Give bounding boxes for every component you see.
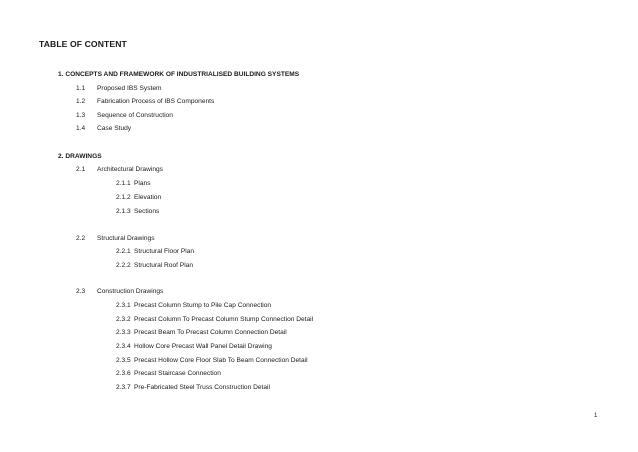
section-heading-1: 1. CONCEPTS AND FRAMEWORK OF INDUSTRIALISED BUILDING SYSTEMS xyxy=(58,71,300,78)
entry-label: Precast Column To Precast Column Stump Connection Detail xyxy=(134,316,314,323)
entry-number: 2.3.4 xyxy=(116,343,131,350)
page-title: TABLE OF CONTENT xyxy=(39,39,127,49)
entry-number: 2.2.2 xyxy=(116,262,131,269)
group-number: 2.1 xyxy=(76,166,86,173)
entry-number: 2.3.7 xyxy=(116,384,131,391)
entry-label: Hollow Core Precast Wall Panel Detail Drawing xyxy=(134,343,272,350)
entry-number: 2.2.1 xyxy=(116,248,131,255)
entry-label: Case Study xyxy=(97,125,132,132)
entry-number: 1.1 xyxy=(76,85,86,92)
group-number: 2.3 xyxy=(76,288,86,295)
entry-number: 2.3.6 xyxy=(116,370,131,377)
entry-label: Sections xyxy=(134,208,160,215)
entry-number: 2.3.1 xyxy=(116,302,131,309)
entry-label: Pre-Fabricated Steel Truss Construction Detail xyxy=(134,384,270,391)
entry-number: 2.3.2 xyxy=(116,316,131,323)
entry-label: Elevation xyxy=(134,194,162,201)
entry-label: Precast Staircase Connection xyxy=(134,370,221,377)
entry-number: 2.3.3 xyxy=(116,329,131,336)
group-label: Architectural Drawings xyxy=(97,166,163,173)
entry-label: Precast Beam To Precast Column Connection Detail xyxy=(134,329,287,336)
entry-label: Precast Column Stump to Pile Cap Connection xyxy=(134,302,272,309)
entry-number: 2.1.2 xyxy=(116,194,131,201)
entry-number: 1.4 xyxy=(76,125,86,132)
page-number: 1 xyxy=(594,413,598,419)
group-label: Construction Drawings xyxy=(97,288,164,295)
group-label: Structural Drawings xyxy=(97,235,155,242)
entry-label: Sequence of Construction xyxy=(97,112,173,119)
entry-label: Precast Hollow Core Floor Slab To Beam Connection Detail xyxy=(134,357,308,364)
entry-label: Structural Floor Plan xyxy=(134,248,195,255)
entry-number: 1.3 xyxy=(76,112,86,119)
section-heading-2: 2. DRAWINGS xyxy=(58,153,102,160)
entry-number: 2.1.3 xyxy=(116,208,131,215)
entry-number: 1.2 xyxy=(76,98,86,105)
entry-label: Fabrication Process of IBS Components xyxy=(97,98,215,105)
entry-label: Structural Roof Plan xyxy=(134,262,194,269)
entry-label: Proposed IBS System xyxy=(97,85,162,92)
entry-number: 2.1.1 xyxy=(116,180,131,187)
group-number: 2.2 xyxy=(76,235,86,242)
entry-label: Plans xyxy=(134,180,151,187)
entry-number: 2.3.5 xyxy=(116,357,131,364)
